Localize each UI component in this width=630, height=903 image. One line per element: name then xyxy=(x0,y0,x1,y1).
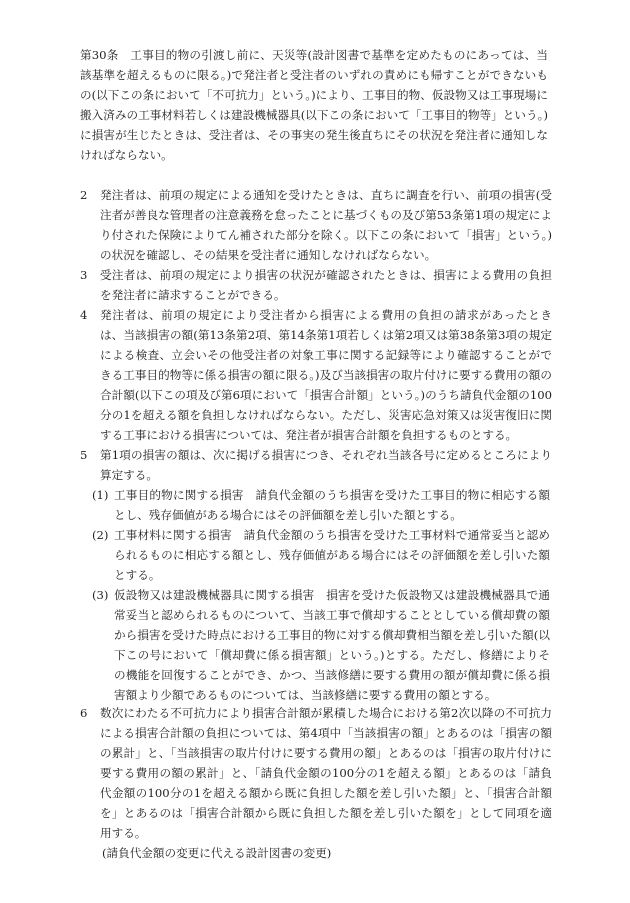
article-title: 第30条 xyxy=(80,48,119,62)
paragraph-number: 5 xyxy=(80,448,88,462)
subitem-text: 仮設物又は建設機械器具に関する損害 損害を受けた仮設物又は建設機械器具で通常妥当と認められるものについて、当該工事で償却することとしている償却費の額から損害を受けた時点における工事目的物に対する償却費相当額を差し引いた額(以下この号において「償却費に係る損害額」という。)とする。ただし、修繕によりその機能を回復することができ、かつ、当該修繕に要する費用の額が償却費に係る損害額より少額であるものについては、当該修繕に要する費用の額とする。 xyxy=(114,588,550,702)
next-article-caption: (請負代金額の変更に代える設計図書の変更) xyxy=(102,846,332,860)
subitem-text: 工事目的物に関する損害 請負代金額のうち損害を受けた工事目的物に相応する額とし、残存価値がある場合にはその評価額を差し引いた額とする。 xyxy=(114,488,550,522)
subitem-text: 工事材料に関する損害 請負代金額のうち損害を受けた工事材料で通常妥当と認められるものに相応する額とし、残存価値がある場合にはその評価額を差し引いた額とする。 xyxy=(114,528,550,582)
paragraph-number: 3 xyxy=(80,268,88,282)
paragraph-number: 2 xyxy=(80,188,88,202)
paragraph-text: 数次にわたる不可抗力により損害合計額が累積した場合における第2次以降の不可抗力による損害合計額の負担については、第4項中「当該損害の額」とあるのは「損害の額の累計」と、「当該損害の取片付けに要する費用の額」とあるのは「損害の取片付けに要する費用の額の累計」と、「請負代金額の100分の1を超える額」とあるのは「請負代金額の100分の1を超える額から既に負担した額を差し引いた額」と、「損害合計額を」とあるのは「損害合計額から既に負担した額を差し引いた額を」として同項を適用する。 xyxy=(100,706,552,840)
subitem-number: (3) xyxy=(92,588,109,602)
paragraph-text: 第1項の損害の額は、次に掲げる損害につき、それぞれ当該各号に定めるところにより算定する。 xyxy=(100,448,552,482)
paragraph-text: 発注者は、前項の規定による通知を受けたときは、直ちに調査を行い、前項の損害(受注者が善良な管理者の注意義務を怠ったことに基づくもの及び第53条第1項の規定により付された保険によりてん補された部分を除く。以下この条において「損害」という。)の状況を確認し、その結果を受注者に通知しなければならない。 xyxy=(100,188,552,262)
paragraph-text: 発注者は、前項の規定により受注者から損害による費用の負担の請求があったときは、当該損害の額(第13条第2項、第14条第1項若しくは第2項又は第38条第3項の規定による検査、立会いその他受注者の対象工事に関する記録等により確認することができる工事目的物等に係る損害の額に限る。)及び当該損害の取片付けに要する費用の額の合計額(以下この項及び第6項において「損害合計額」という。)のうち請負代金額の100分の1を超える額を負担しなければならない。ただし、災害応急対策又は災害復旧に関する工事における損害については、発注者が損害合計額を負担するものとする。 xyxy=(100,308,552,442)
subitem-number: (2) xyxy=(92,528,109,542)
paragraph-text: 受注者は、前項の規定により損害の状況が確認されたときは、損害による費用の負担を発注者に請求することができる。 xyxy=(100,268,552,302)
paragraph-number: 6 xyxy=(80,706,88,720)
article-30 xyxy=(80,45,548,165)
paragraph-number: 4 xyxy=(80,308,88,322)
subitem-number: (1) xyxy=(92,488,109,502)
article-text: 工事目的物の引渡し前に、天災等(設計図書で基準を定めたものにあっては、当該基準を超えるものに限る。)で発注者と受注者のいずれの責めにも帰すことができないもの(以下この条において「不可抗力」という。)により、工事目的物、仮設物又は工事現場に搬入済みの工事材料若しくは建設機械器具(以下この条において「工事目的物等」という。)に損害が生じたときは、受注者は、その事実の発生後直ちにその状況を発注者に通知しなければならない。 xyxy=(80,48,548,162)
